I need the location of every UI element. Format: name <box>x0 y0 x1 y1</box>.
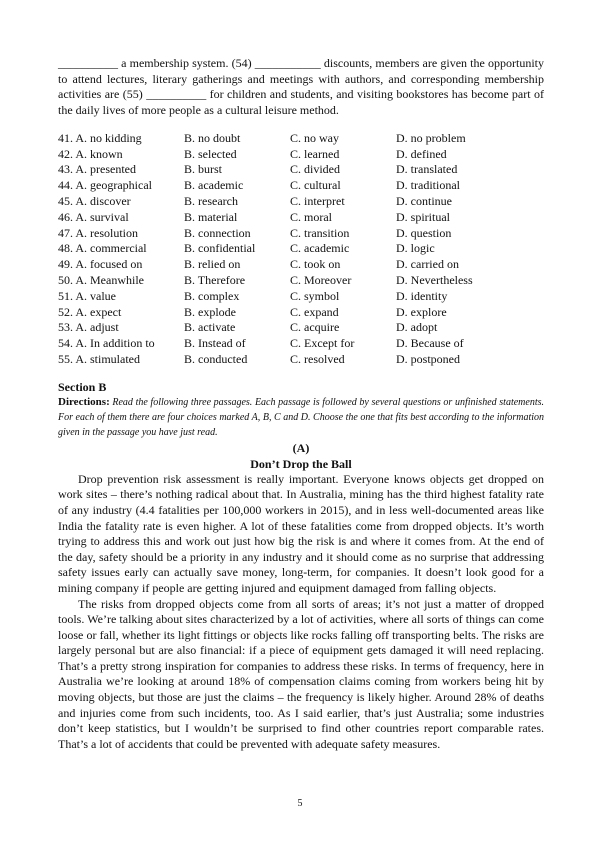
option-a: 49. A. focused on <box>58 257 143 272</box>
option-c: C. interpret <box>290 194 345 208</box>
intro-paragraph: __________ a membership system. (54) ___________ discounts, members are given the opportunity to attend lectures, literary gatherings and meetings with authors, and corresponding membership activities are (55) __________ for children and students, and visiting bookstores has become part of the daily lives of more people as a cultural leisure method. <box>58 56 544 118</box>
option-d: D. adopt <box>396 320 438 335</box>
option-row <box>58 210 544 226</box>
option-c: C. no way <box>290 130 339 145</box>
option-d: D. traditional <box>396 178 460 193</box>
directions-label: Directions: <box>58 395 110 408</box>
option-b: B. explode <box>184 304 236 319</box>
option-a: 43. A. presented <box>58 162 136 177</box>
option-b: B. no doubt <box>184 130 241 145</box>
option-b: B. confidential <box>184 241 256 256</box>
option-row <box>58 305 544 321</box>
option-a: 44. A. geographical <box>58 178 152 193</box>
option-b: B. conducted <box>184 351 248 366</box>
option-b: B. research <box>184 194 238 208</box>
option-d: D. defined <box>396 146 447 161</box>
option-row <box>58 289 544 305</box>
option-row <box>58 352 544 368</box>
option-row <box>58 257 544 273</box>
option-c: C. cultural <box>290 178 341 193</box>
option-c: C. academic <box>290 241 350 256</box>
option-d: D. spiritual <box>396 209 450 224</box>
option-d: D. no problem <box>396 130 466 145</box>
option-d: D. question <box>396 225 452 240</box>
options-table <box>58 131 544 368</box>
option-c: C. divided <box>290 162 340 177</box>
option-row <box>58 131 544 147</box>
option-a: 42. A. known <box>58 146 123 161</box>
option-a: 50. A. Meanwhile <box>58 272 144 287</box>
passage-paragraph: The risks from dropped objects come from all sorts of areas; it’s not just a matter of dropped tools. We’re talking about sites characterized by a lot of activities, where all sorts of things can come loose or fall, whether its light fittings or objects like rocks falling off transporting belts. The risks are largely personal but are also financial: if a piece of equipment gets damaged it will need replacing. That’s a pretty strong inspiration for companies to address these risks. In terms of frequency, here in Australia we’re looking at around 18% of compensation claims coming from workers being hit by moving objects, but those are just the claims – the frequency is likely higher. Around 28% of deaths and injuries come from such incidents, too. As I said earlier, that’s just Australia; some industries don’t keep statistics, but I wouldn’t be surprised to find other countries report comparable rates. That’s a lot of accidents that could be prevented with adequate safety measures. <box>58 596 544 751</box>
option-c: C. Except for <box>290 336 355 351</box>
option-b: B. burst <box>184 162 223 177</box>
option-a: 53. A. adjust <box>58 320 119 335</box>
passage-label: (A) <box>292 440 310 455</box>
passage-title: Don’t Drop the Ball <box>250 456 352 471</box>
option-c: C. took on <box>290 257 341 272</box>
option-row <box>58 273 544 289</box>
option-d: D. Nevertheless <box>396 272 473 287</box>
option-b: B. selected <box>184 146 237 161</box>
option-row <box>58 147 544 163</box>
page-number: 5 <box>297 798 303 809</box>
option-d: D. continue <box>396 194 452 208</box>
option-a: 48. A. commercial <box>58 241 147 256</box>
directions <box>58 395 544 440</box>
option-a: 45. A. discover <box>58 194 131 208</box>
option-row <box>58 226 544 242</box>
passage-paragraph: Drop prevention risk assessment is really important. Everyone knows objects get dropped on work sites – there’s nothing radical about that. In Australia, mining has the third highest fatality rate of any industry (4.4 fatalities per 100,000 workers in 2015), and in less well-documented areas like India the fatality rate is even higher. A lot of these fatalities come from dropped objects. It’s worth trying to address this and work out just how big the risk is and where it comes from. At the end of the day, safety should be a priority in any industry and it should come as no surprise that addressing safety issues early can actually save money, long-term, for companies. It doesn’t look good for a mining company if people are getting injured and equipment damaged from falling objects. <box>58 471 544 595</box>
directions-text: Read the following three passages. Each passage is followed by several questions or unfinished statements. For each of them there are four choices marked A, B, C and D. Choose the one that fits best according to the information given in the passage you have just read. <box>58 396 544 438</box>
option-b: B. activate <box>184 320 236 335</box>
option-row <box>58 336 544 352</box>
option-c: C. moral <box>290 209 332 224</box>
option-a: 54. A. In addition to <box>58 336 155 351</box>
option-row <box>58 241 544 257</box>
option-b: B. Instead of <box>184 336 246 351</box>
option-d: D. postponed <box>396 351 460 366</box>
option-d: D. explore <box>396 304 447 319</box>
option-row <box>58 162 544 178</box>
option-a: 47. A. resolution <box>58 225 138 240</box>
option-row <box>58 194 544 210</box>
option-c: C. symbol <box>290 288 340 303</box>
option-c: C. transition <box>290 225 350 240</box>
page-content <box>58 56 544 752</box>
option-c: C. acquire <box>290 320 340 335</box>
option-d: D. carried on <box>396 257 459 272</box>
option-a: 41. A. no kidding <box>58 130 142 145</box>
option-d: D. identity <box>396 288 448 303</box>
option-a: 46. A. survival <box>58 209 129 224</box>
section-title: Section B <box>58 379 107 394</box>
option-b: B. academic <box>184 178 244 193</box>
option-c: C. learned <box>290 146 340 161</box>
option-a: 52. A. expect <box>58 304 122 319</box>
option-a: 51. A. value <box>58 288 116 303</box>
option-b: B. Therefore <box>184 272 246 287</box>
option-b: B. connection <box>184 225 251 240</box>
option-c: C. resolved <box>290 351 345 366</box>
option-d: D. translated <box>396 162 458 177</box>
option-b: B. complex <box>184 288 240 303</box>
option-row <box>58 178 544 194</box>
option-a: 55. A. stimulated <box>58 351 140 366</box>
option-b: B. relied on <box>184 257 241 272</box>
option-row <box>58 320 544 336</box>
option-c: C. Moreover <box>290 272 352 287</box>
option-c: C. expand <box>290 304 339 319</box>
option-d: D. logic <box>396 241 435 256</box>
option-b: B. material <box>184 209 238 224</box>
option-d: D. Because of <box>396 336 464 351</box>
